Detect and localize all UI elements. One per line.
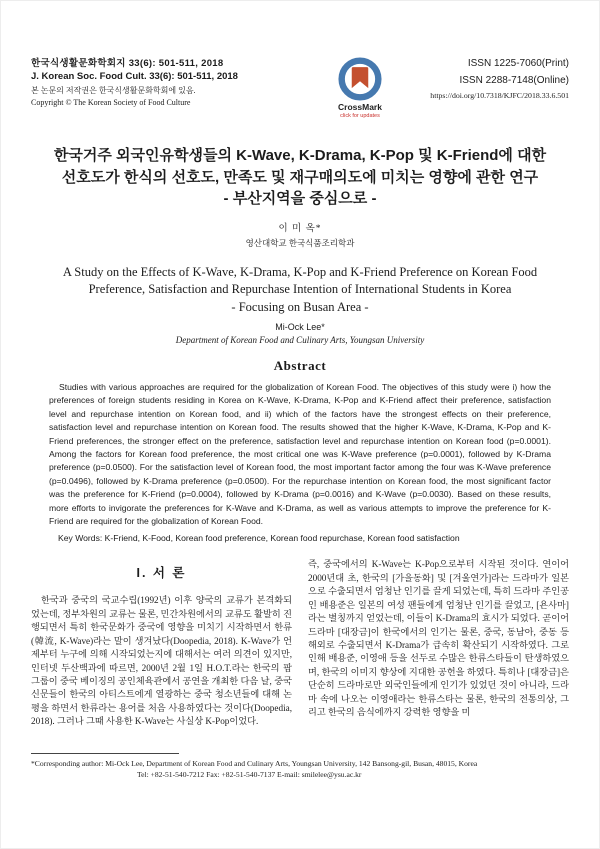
korean-title-line1: 한국거주 외국인유학생들의 K-Wave, K-Drama, K-Pop 및 K-Friend에 대한 [53,147,547,164]
corresponding-author-footnote [31,753,569,780]
english-title-line2: Preference, Satisfaction and Repurchase Intention of International Students in Korea [88,282,512,296]
body-columns [31,558,569,728]
crossmark-badge[interactable] [331,57,389,119]
keywords-list: K-Friend, K-Food, Korean food preference, Korean food repurchase, Korean food satisfaction [104,533,460,544]
author-english: Mi-Ock Lee* [275,322,325,332]
english-title-line1: A Study on the Effects of K-Wave, K-Drama, K-Pop and K-Friend Preference on Korean Food [62,264,538,279]
doi-link[interactable]: https://doi.org/10.7318/KJFC/2018.33.6.501 [430,91,569,100]
page-header [31,55,569,119]
crossmark-label: CrossMark [338,102,382,112]
korean-title-line3: - 부산지역을 중심으로 - [223,190,377,207]
left-column [31,558,292,728]
journal-name-korean: 한국식생활문화학회지 33(6): 501-511, 2018 [31,58,224,69]
affiliation-korean: 영산대학교 한국식품조리학과 [245,237,355,248]
keywords-label: Key Words: [58,533,103,544]
left-column-paragraph: 한국과 중국의 국교수립(1992년) 이후 양국의 교류가 본격화되었는데, 정부차원의 교류는 물론, 민간차원에서의 교류도 활발히 진행되면서 특히 한국문화가 중국에 영향을 미치기 시작하면서 한류(韓流, K-Wave)라는 말이 생겨났다(Doopedia, 2018). K-Wave가 언제부터 누구에 의해 시작되었는지에 대해서는 여러 의견이 있지만, 인터넷 두산백과에 따르면, 2000년 2월 1일 H.O.T.라는 한국의 팝 그룹이 중국 베이징의 공인체육관에서 공연을 개최한 다음 날, 중국 신문들이 한국의 아티스트에게 열광하는 중국 청소년들에 대해 논평을 하면서 한류라는 용어를 처음 사용하였다는 것이다(Doopedia, 2018). 그러나 그때 사용한 K-Wave는 사실상 K-Pop이었다. [31,595,292,727]
footnote-line2: Tel: +82-51-540-7212 Fax: +82-51-540-7137 E-mail: smilelee@ysu.ac.kr [137,770,362,779]
english-title-line3: - Focusing on Busan Area - [231,299,369,314]
author-korean: 이 미 옥* [278,223,322,234]
footnote-line1: *Corresponding author: Mi-Ock Lee, Department of Korean Food and Culinary Arts, Youngsan University, 142 Bansong-gil, Busan, 48015, Korea [31,759,478,768]
crossmark-icon [331,57,389,101]
abstract-heading: Abstract [273,358,327,373]
keywords-line [58,532,551,545]
copyright-english: Copyright © The Korean Society of Food Culture [31,98,191,107]
korean-title [31,145,569,210]
section-1-heading: I. 서 론 [136,566,187,581]
korean-title-line2: 선호도가 한식의 선호도, 만족도 및 재구매의도에 미치는 영향에 관한 연구 [61,168,539,186]
issn-doi-block [389,55,569,100]
crossmark-subtext: click for updates [340,113,380,119]
copyright-korean: 본 논문의 저작권은 한국식생활문화학회에 있음. [31,86,196,95]
abstract-text: Studies with various approaches are required for the globalization of Korean Food. The objectives of this study were i) how the preferences of foreign students residing in Korea on K-Wave, K-Drama, K-Pop and K-Friend affect their preference, satisfaction level and repurchase intention on Korean food, and ii) which of the factors have the strongest effects on their preference, satisfaction level and repurchase intention on Korean food. The results showed that the higher K-Wave, K-Drama, K-Pop and K-Friend preferences, the stronger effect on the preference, satisfaction level and repurchase intention on Korean food (p=0.0001). Among the factors for Korean food preference, the most critical one was K-Wave preference (p=0.0001), followed by K-Drama preference (p=0.0500). For the satisfaction level of Korean food, the most important factor among the four was K-Wave preference (p=0.0496), followed by K-Drama preference (p=0.0500). For the repurchase intention on Korean food, the most significant factor was the preference for K-Friend (p=0.0004), followed by K-Drama (p=0.0016) and K-Wave (p=0.0030). Based on these results, more efforts to invigorate the preferences for K-Wave and K-Drama, as well as various attempts to improve the preference for K-Friend are required for the globalization of Korean Food. [49,382,551,527]
english-title [31,264,569,317]
right-column-paragraph: 즉, 중국에서의 K-Wave는 K-Pop으로부터 시작된 것이다. 연이어 2000년대 초, 한국의 [가을동화] 및 [겨울연가]라는 드라마가 일본으로 수출되면서 엄청난 인기를 끌게 되었는데, 특히 드라마 주인공인 배용준은 일본의 여성 팬들에게 엄청난 인기를 끌었고, [욘사마]라는 별칭까지 얻었는데, 이들이 K-Drama의 효시가 되었다. 곧이어 드라마 [대장금]이 한국에서의 인기는 물론, 중국, 동남아, 중동 등 해외로 수출되면서 K-Drama가 급속히 확산되기 시작하였다. 그로 인해 배용준, 이영애 등을 선두로 수많은 한류스타들이 탄생하였으며, 한국의 이미지 향상에 지대한 공헌을 하였다. 특히나 [대장금]은 단순히 드라마로만 외국인들에게 인기가 있었던 것이 아니라, 드라마 속에 나오는 이영애라는 한류스타는 물론, 한국의 전통의상, 그리고 한국의 음식에까지 강력한 영향을 미 [308,559,569,717]
issn-print: ISSN 1225-7060(Print) [467,58,569,69]
journal-info-block [31,55,331,107]
affiliation-english: Department of Korean Food and Culinary Arts, Youngsan University [175,335,425,345]
right-column [308,558,569,728]
footnote-divider [31,753,179,754]
journal-name-english: J. Korean Soc. Food Cult. 33(6): 501-511, 2018 [31,71,238,82]
issn-online: ISSN 2288-7148(Online) [459,75,569,86]
